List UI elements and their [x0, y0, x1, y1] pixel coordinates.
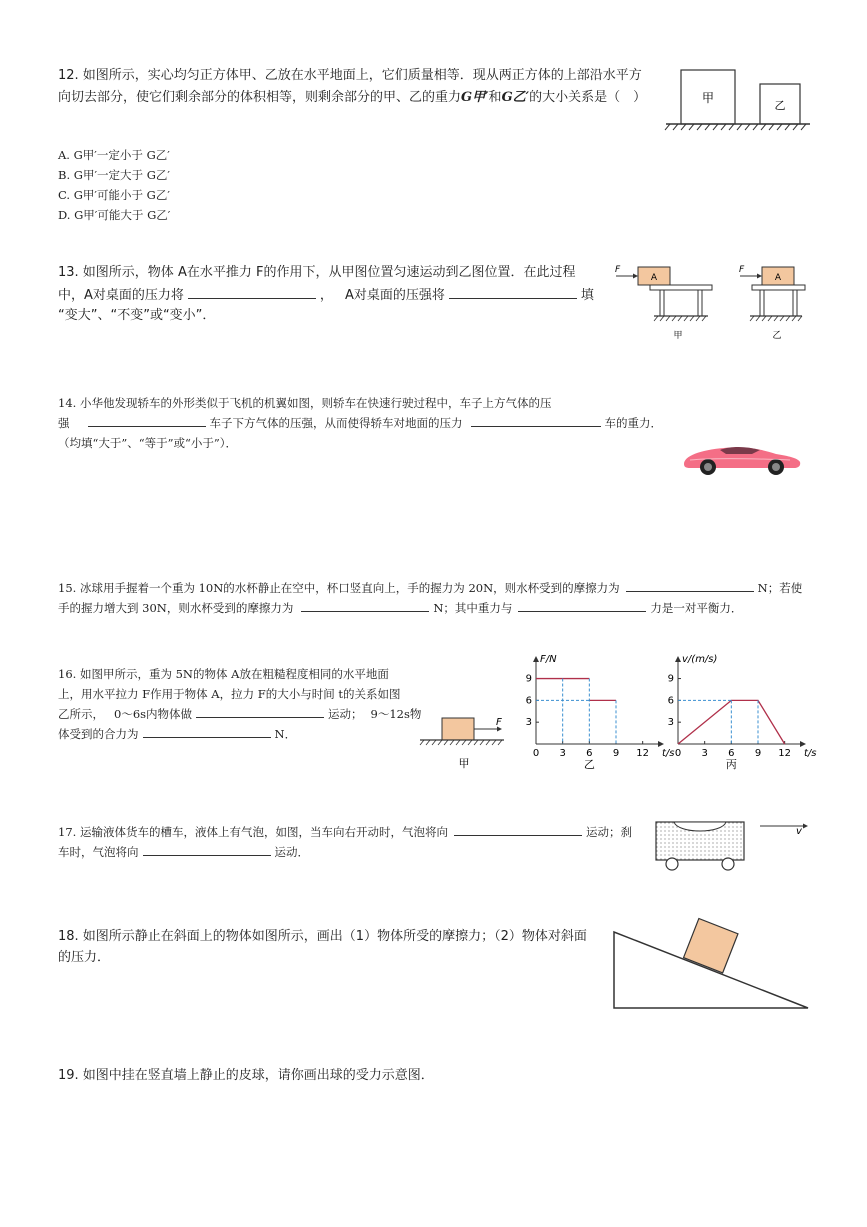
q15-text-e: 力是一对平衡力．	[650, 601, 743, 615]
q16-text-e: 体受到的合力为	[58, 727, 139, 741]
q14-blank-upper-pressure[interactable]	[88, 413, 206, 427]
q14-text-b: 车子下方气体的压强，从而使得轿车对地面的压力	[209, 416, 463, 430]
ft-ytick-1: 6	[525, 695, 532, 707]
sports-car-icon	[680, 440, 805, 478]
ft-ytick-2: 9	[525, 673, 532, 685]
q15-blank-friction-2[interactable]	[301, 598, 429, 612]
q17-line1	[58, 822, 632, 843]
q16-blank-motion[interactable]	[196, 704, 324, 718]
q13-block-label-jia: A	[650, 273, 658, 283]
q16-text-f: N．	[274, 727, 297, 741]
q17-text-b: 运动；刹	[585, 825, 632, 839]
q16-text-b: 0～6s内物体做	[114, 707, 193, 721]
q12-line2	[58, 88, 646, 108]
q13-line3: “变大”、“不变”或“变小”．	[58, 308, 216, 323]
q16-line3	[58, 704, 421, 725]
q13-table-yi	[739, 265, 805, 341]
q15-text-b: N；若使	[757, 581, 803, 595]
g-yi: G乙′	[501, 90, 530, 105]
ft-xtick-0: 0	[532, 748, 540, 759]
q18-line1: 18. 如图所示静止在斜面上的物体如图所示，画出（1）物体所受的摩擦力；（2）物体对斜面	[58, 929, 587, 944]
q17-text-c: 车时，气泡将向	[58, 845, 139, 859]
q14-line3-text: （均填“大于”、“等于”或“小于”）．	[58, 436, 238, 450]
q15-line2	[58, 598, 742, 619]
ft-y-arrow	[533, 656, 539, 662]
q15-blank-balance-force[interactable]	[518, 598, 646, 612]
vt-x-arrow	[800, 741, 806, 747]
q16-figure-jia	[418, 712, 508, 772]
q13-blank-pressure[interactable]	[449, 285, 577, 299]
q13-text-a: 中，	[58, 288, 85, 303]
label-jia: 甲	[701, 91, 715, 105]
vt-xlabel: t/s	[804, 748, 817, 759]
q16-line4	[58, 724, 296, 745]
q16-text-d: 9～12s物	[370, 707, 422, 721]
q16-caption-jia: 甲	[458, 757, 470, 770]
q13-force-label-jia: F	[615, 265, 621, 275]
q14-line1-text: 14. 小华他发现轿车的外形类似于飞机的机翼如图，则轿车在快速行驶过程中，车子上方气体的压	[58, 396, 552, 410]
q18-line2: 的压力．	[58, 950, 111, 965]
vt-y-arrow	[675, 656, 681, 662]
q17-blank-start[interactable]	[454, 822, 582, 836]
vt-xtick-4: 12	[778, 748, 792, 759]
q13-caption-yi: 乙	[772, 331, 782, 341]
incline-figure	[610, 916, 816, 1014]
ft-caption: 乙	[583, 758, 595, 771]
q14-line2	[58, 413, 662, 434]
q13-text-d: A对桌面的压强将	[344, 288, 445, 303]
chart-force-time	[520, 654, 675, 772]
q17-blank-brake[interactable]	[143, 842, 271, 856]
q17-line2	[58, 842, 309, 863]
vt-ylabel: v/(m/s)	[682, 654, 718, 665]
q12-option-a[interactable]: A. G甲′一定小于 G乙′	[58, 148, 170, 162]
q14-blank-ground-force[interactable]	[471, 413, 601, 427]
vt-ytick-1: 6	[667, 695, 674, 707]
vt-ytick-0: 3	[667, 717, 674, 729]
q16-line2	[58, 684, 401, 705]
q13-blank-pressure-force[interactable]	[188, 285, 316, 299]
q14-text-c: 车的重力．	[604, 416, 662, 430]
q13-text-c: ，	[319, 288, 333, 303]
q15-text-c: 手的握力增大到 30N，则水杯受到的摩擦力为	[58, 601, 294, 615]
vt-xtick-2: 6	[728, 748, 735, 759]
q13-caption-jia: 甲	[673, 331, 683, 341]
ft-xtick-4: 12	[636, 748, 650, 759]
q16-line2-text: 上，用水平拉力 F作用于物体 A，拉力 F的大小与时间 t的关系如图	[58, 687, 401, 701]
q15-blank-friction-1[interactable]	[626, 578, 754, 592]
q15-line1	[58, 578, 802, 599]
q16-text-c: 运动；	[328, 707, 363, 721]
vt-ytick-2: 9	[667, 673, 674, 685]
vt-xtick-3: 9	[754, 748, 762, 759]
q12-line1: 12. 如图所示，实心均匀正方体甲、乙放在水平地面上，它们质量相等．现从两正方体的上部沿水平方	[58, 68, 642, 83]
q13-table-jia	[615, 265, 712, 341]
q13-text-e: 填	[580, 288, 594, 303]
q12-line2-text: 向切去部分，使它们剩余部分的体积相等，则剩余部分的甲、乙的重力	[58, 90, 462, 105]
q16-force-label: F	[496, 717, 502, 728]
q14-line1	[58, 393, 551, 414]
q13-line1: 13. 如图所示，物体 A在水平推力 F的作用下，从甲图位置匀速运动到乙图位置．在此过程	[58, 265, 576, 280]
q16-line1	[58, 664, 389, 685]
ft-xtick-2: 6	[586, 748, 593, 759]
q14-line3	[58, 433, 237, 454]
q13-block-label-yi: A	[774, 273, 782, 283]
q19-line1: 19. 如图中挂在竖直墙上静止的皮球，请你画出球的受力示意图．	[58, 1068, 434, 1083]
vt-caption: 丙	[725, 758, 737, 771]
q17-text-a: 17. 运输液体货车的槽车，液体上有气泡，如图，当车向右开动时，气泡将向	[58, 825, 448, 839]
g-jia: G甲′	[461, 90, 489, 105]
q14-text-a: 强	[58, 416, 70, 430]
q13-figure	[612, 258, 817, 344]
ft-ytick-0: 3	[525, 717, 532, 729]
vt-xtick-0: 0	[674, 748, 682, 759]
q15-text-a: 15. 冰球用手握着一个重为 10N的水杯静止在空中，杯口竖直向上，手的握力为 20N，则水杯受到的摩擦力为	[58, 581, 620, 595]
q15-text-d: N；其中重力与	[433, 601, 513, 615]
q12-option-b[interactable]: B. G甲′一定大于 G乙′	[58, 168, 171, 182]
q13-force-label-yi: F	[739, 265, 745, 275]
q16-text-a: 乙所示，	[58, 707, 104, 721]
q12-option-d[interactable]: D. G甲′可能大于 G乙′	[58, 208, 171, 222]
tank-truck-icon	[652, 814, 812, 874]
ft-xtick-3: 9	[612, 748, 620, 759]
ft-ylabel: F/N	[540, 654, 557, 665]
ft-xlabel: t/s	[662, 748, 675, 759]
q12-figure	[664, 66, 814, 136]
label-yi: 乙	[774, 99, 786, 112]
q17-text-d: 运动．	[274, 845, 309, 859]
velocity-label: v	[796, 826, 802, 837]
chart-velocity-time	[662, 656, 822, 772]
q13-line2	[58, 285, 594, 306]
q13-text-b: A对桌面的压力将	[84, 288, 184, 303]
q12-and: 和	[488, 90, 502, 105]
q12-tail: 的大小关系是（ ）	[529, 90, 647, 105]
ft-xtick-1: 3	[559, 748, 566, 759]
vt-xtick-1: 3	[701, 748, 708, 759]
q12-option-c[interactable]: C. G甲′可能小于 G乙′	[58, 188, 170, 202]
q16-line1-text: 16. 如图甲所示，重为 5N的物体 A放在粗糙程度相同的水平地面	[58, 667, 389, 681]
q16-blank-net-force[interactable]	[143, 724, 271, 738]
